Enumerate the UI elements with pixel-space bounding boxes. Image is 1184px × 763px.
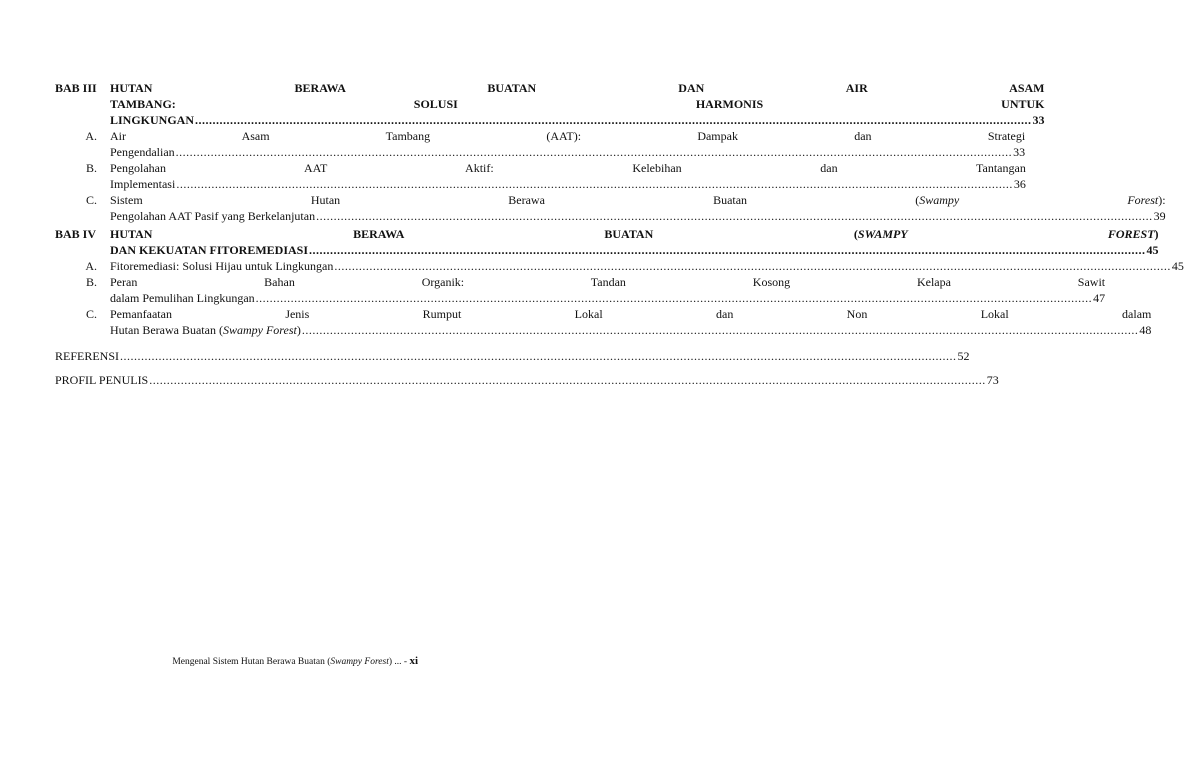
page-number: 48: [1139, 323, 1152, 337]
dot-leader: [309, 242, 1146, 258]
section-title-line: Pemanfaatan Jenis Rumput Lokal dan Non Lokal dalam: [110, 307, 1152, 321]
chapter-title-line: LINGKUNGAN: [110, 113, 195, 127]
author-profile-entry[interactable]: [55, 372, 999, 388]
page-number: 47: [1093, 291, 1106, 305]
dot-leader: [120, 348, 957, 364]
section-letter: C.: [85, 307, 97, 321]
chapter-code: BAB IV: [55, 227, 97, 241]
section-entry[interactable]: [55, 306, 1152, 338]
dot-leader: [176, 176, 1013, 192]
section-title-line: Fitoremediasi: Solusi Hijau untuk Lingkungan: [110, 259, 334, 273]
dot-leader: [256, 290, 1093, 306]
section-entry[interactable]: [55, 128, 1026, 160]
dot-leader: [195, 112, 1032, 128]
section-letter: A.: [85, 129, 97, 143]
page-number: 33: [1032, 113, 1045, 127]
page-footer: [160, 655, 418, 667]
page-number: 39: [1153, 209, 1166, 223]
section-title-line: Hutan Berawa Buatan (Swampy Forest): [110, 323, 301, 337]
section-title-line: Implementasi: [110, 177, 176, 191]
chapter-title: [110, 226, 1159, 258]
section-entry[interactable]: [55, 258, 1184, 274]
section-entry[interactable]: [55, 274, 1106, 306]
section-title-line: dalam Pemulihan Lingkungan: [110, 291, 255, 305]
footer-page-number: xi: [409, 655, 418, 667]
section-title-line: Pengolahan AAT Pasif yang Berkelanjutan: [110, 209, 316, 223]
chapter-code: BAB III: [55, 81, 97, 95]
page-number: 45: [1146, 243, 1159, 257]
chapter-entry[interactable]: [55, 80, 1045, 128]
chapter-title-line: DAN KEKUATAN FITOREMEDIASI: [110, 243, 309, 257]
author-profile-label: PROFIL PENULIS: [55, 373, 149, 387]
page-number: 33: [1013, 145, 1026, 159]
section-letter: A.: [85, 259, 97, 273]
chapter-title: [110, 80, 1045, 128]
dot-leader: [316, 208, 1153, 224]
page-number: 45: [1171, 259, 1184, 273]
page-number: 52: [957, 349, 970, 363]
references-entry[interactable]: [55, 348, 970, 364]
section-entry[interactable]: [55, 160, 1026, 192]
chapter-title-line: HUTAN BERAWA BUATAN (SWAMPY FOREST): [110, 227, 1159, 241]
chapter-entry[interactable]: [55, 226, 1159, 258]
section-letter: B.: [85, 161, 97, 175]
table-of-contents: [55, 80, 1184, 388]
dot-leader: [334, 258, 1171, 274]
dot-leader: [302, 322, 1139, 338]
chapter-title-line: TAMBANG: SOLUSI HARMONIS UNTUK: [110, 97, 1045, 111]
section-letter: B.: [85, 275, 97, 289]
section-title-line: Pengolahan AAT Aktif: Kelebihan dan Tantangan: [110, 161, 1026, 175]
section-title-line: Pengendalian: [110, 145, 175, 159]
dot-leader: [149, 372, 986, 388]
chapter-title-line: HUTAN BERAWA BUATAN DAN AIR ASAM: [110, 81, 1045, 95]
section-entry[interactable]: [55, 192, 1166, 224]
section-title-line: Sistem Hutan Berawa Buatan (Swampy Forest):: [110, 193, 1166, 207]
references-label: REFERENSI: [55, 349, 120, 363]
page-number: 73: [986, 373, 999, 387]
section-title-line: Air Asam Tambang (AAT): Dampak dan Strategi: [110, 129, 1026, 143]
section-title-line: Peran Bahan Organik: Tandan Kosong Kelapa Sawit: [110, 275, 1106, 289]
page-number: 36: [1013, 177, 1026, 191]
dot-leader: [176, 144, 1013, 160]
section-letter: C.: [85, 193, 97, 207]
running-title: Mengenal Sistem Hutan Berawa Buatan (Swampy Forest) ... -: [172, 657, 408, 667]
